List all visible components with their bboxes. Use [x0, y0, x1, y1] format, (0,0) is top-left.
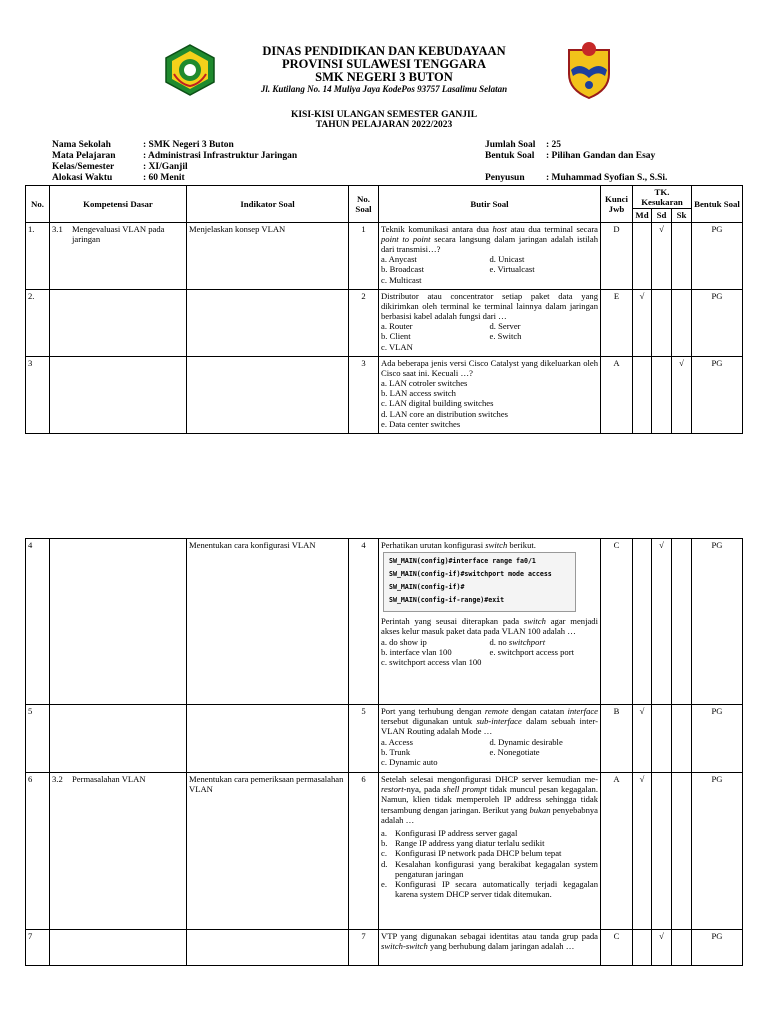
cell-sk: √: [672, 356, 692, 433]
table-row: [26, 289, 743, 356]
cell-kd: [50, 356, 187, 433]
cell-butir: [379, 222, 601, 289]
cell-indikator: [187, 289, 349, 356]
header-school: SMK NEGERI 3 BUTON: [315, 70, 453, 84]
info-value-author: : Muhammad Syofian S., S.Si.: [546, 173, 668, 183]
cell-md: √: [633, 289, 652, 356]
cell-kunci: A: [601, 773, 633, 930]
header-address: Jl. Kutilang No. 14 Muliya Jaya KodePos 93757 Lasalimu Selatan: [260, 84, 508, 94]
grid-table-part-2: [25, 538, 743, 966]
cell-sk: [672, 222, 692, 289]
info-label-count: Jumlah Soal: [485, 140, 536, 150]
header-agency: DINAS PENDIDIKAN DAN KEBUDAYAAN: [262, 44, 506, 58]
cell-butir: [379, 705, 601, 773]
info-label-time: Alokasi Waktu: [52, 173, 113, 183]
code-line: SW_MAIN(config-if-range)#exit: [389, 596, 505, 605]
kd-number: 3.1: [52, 223, 63, 234]
info-value-time: : 60 Menit: [143, 173, 185, 183]
options-be: b. interface vlan 100 e. switchport access port: [381, 646, 574, 657]
question-text-2: Perintah yang seusai diterapkan pada switch agar menjadi akses kelur masuk paket data pada VLAN 100 adalah …: [381, 616, 598, 637]
cell-bentuk: PG: [692, 539, 743, 705]
cell-no-soal: 1: [349, 222, 379, 289]
cell-md: √: [633, 705, 652, 773]
cell-sd: [652, 773, 672, 930]
cell-no: 3: [26, 356, 50, 433]
option-d: d. LAN core an distribution switches: [381, 408, 508, 419]
col-header-butir: Butir Soal: [379, 186, 601, 223]
col-header-no-soal: No. Soal: [349, 186, 379, 223]
cell-md: [633, 539, 652, 705]
options-be: b. Client e. Switch: [381, 331, 522, 342]
cell-no: 2.: [26, 289, 50, 356]
header-province: PROVINSI SULAWESI TENGGARA: [282, 57, 486, 71]
option-a: a. Konfigurasi IP address server gagal: [381, 828, 518, 839]
info-value-type: : Pilihan Gandan dan Esay: [546, 151, 656, 161]
info-value-count: : 25: [546, 140, 562, 150]
option-b: b. LAN access switch: [381, 388, 456, 399]
cell-butir: [379, 773, 601, 930]
question-text: Setelah selesai mengonfigurasi DHCP server kemudian me-restort-nya, pada shell prompt tidak muncul pesan kegagalan. Namun, klien tidak memperoleh IP address sehingga tidak tersambung dengan jaringan. Berikut yang bukan penyebabnya adalah …: [381, 774, 598, 825]
col-header-bentuk: Bentuk Soal: [692, 186, 743, 223]
info-value-class: : XI/Ganjil: [143, 162, 188, 172]
cell-kd: [50, 773, 187, 930]
col-header-indikator: Indikator Soal: [187, 186, 349, 223]
col-header-tk: TK. Kesukaran: [633, 186, 692, 209]
cell-indikator: Menentukan cara konfigurasi VLAN: [187, 539, 349, 705]
options-ad: a. Access d. Dynamic desirable: [381, 736, 563, 747]
cell-sk: [672, 539, 692, 705]
cell-indikator: [187, 930, 349, 966]
cell-md: [633, 222, 652, 289]
info-label-school: Nama Sekolah: [52, 140, 111, 150]
code-line: SW_MAIN(config)#interface range fa0/1: [389, 557, 536, 566]
cell-no-soal: 3: [349, 356, 379, 433]
option-e: e. Data center switches: [381, 418, 461, 429]
table-row: [26, 773, 743, 930]
cell-butir: [379, 539, 601, 705]
cell-kunci: C: [601, 539, 633, 705]
options-ad: a. Anycast d. Unicast: [381, 254, 525, 265]
question-text: Distributor atau concentrator setiap paket data yang dikirimkan oleh terminal ke terminal lainnya dalam jaringan berbasisi kabel adalah fungsi dari …: [381, 290, 598, 322]
cell-bentuk: PG: [692, 289, 743, 356]
cell-kd: [50, 705, 187, 773]
cell-kd: [50, 222, 187, 289]
config-code-image: [383, 552, 576, 612]
option-a: a. LAN cotroler switches: [381, 378, 468, 389]
cell-no: 1.: [26, 222, 50, 289]
info-label-class: Kelas/Semester: [52, 162, 115, 172]
option-b: b. Range IP address yang diatur terlalu sedikit: [381, 838, 545, 849]
col-header-kunci: Kunci Jwb: [601, 186, 633, 223]
cell-indikator: Menentukan cara pemeriksaan permasalahan VLAN: [187, 773, 349, 930]
cell-bentuk: PG: [692, 773, 743, 930]
cell-butir: [379, 930, 601, 966]
table-row: [26, 222, 743, 289]
info-label-subject: Mata Pelajaran: [52, 151, 116, 161]
option-c: c. LAN digital building switches: [381, 398, 494, 409]
cell-bentuk: PG: [692, 222, 743, 289]
cell-bentuk: PG: [692, 705, 743, 773]
question-text: Ada beberapa jenis versi Cisco Catalyst yang dikeluarkan oleh Cisco saat ini. Kecuali …?: [381, 357, 598, 378]
cell-sd: √: [652, 930, 672, 966]
option-c: c. VLAN: [381, 341, 413, 352]
question-text: VTP yang digunakan sebagai identitas atau tanda grup pada switch-switch yang berhubung dalam jaringan adalah …: [381, 931, 598, 952]
cell-butir: [379, 356, 601, 433]
cell-sd: [652, 705, 672, 773]
cell-no: 6: [26, 773, 50, 930]
cell-sd: √: [652, 222, 672, 289]
cell-sk: [672, 773, 692, 930]
info-value-subject: : Administrasi Infrastruktur Jaringan: [143, 151, 298, 161]
cell-indikator: Menjelaskan konsep VLAN: [187, 222, 349, 289]
col-header-kd: Kompetensi Dasar: [50, 186, 187, 223]
info-value-school: : SMK Negeri 3 Buton: [143, 140, 234, 150]
cell-indikator: [187, 705, 349, 773]
cell-sk: [672, 705, 692, 773]
cell-no: 4: [26, 539, 50, 705]
option-e: e. Konfigurasi IP secara automatically terjadi kegagalan karena system DHCP server tidak ditemukan.: [381, 879, 598, 900]
question-text: Perhatikan urutan konfigurasi switch berikut.: [381, 540, 536, 550]
document-title: KISI-KISI ULANGAN SEMESTER GANJIL: [290, 110, 478, 120]
col-header-sk: Sk: [672, 209, 692, 222]
document-subtitle: TAHUN PELAJARAN 2022/2023: [315, 120, 453, 130]
options-be: b. Trunk e. Nonegotiate: [381, 746, 540, 757]
cell-kunci: A: [601, 356, 633, 433]
cell-butir: [379, 289, 601, 356]
cell-kd: [50, 289, 187, 356]
cell-sk: [672, 930, 692, 966]
kd-number: 3.2: [52, 774, 63, 784]
cell-kd: [50, 539, 187, 705]
code-line: SW_MAIN(config-if)#: [389, 583, 465, 592]
cell-sd: √: [652, 539, 672, 705]
cell-sd: [652, 356, 672, 433]
cell-bentuk: PG: [692, 930, 743, 966]
cell-sd: [652, 289, 672, 356]
cell-no: 7: [26, 930, 50, 966]
option-c: c. Multicast: [381, 274, 422, 285]
table-row: [26, 705, 743, 773]
table-row: [26, 356, 743, 433]
info-label-type: Bentuk Soal: [485, 151, 535, 161]
cell-bentuk: PG: [692, 356, 743, 433]
cell-no-soal: 6: [349, 773, 379, 930]
grid-table-part-1: [25, 185, 743, 434]
option-c: c. switchport access vlan 100: [381, 657, 482, 668]
cell-kunci: E: [601, 289, 633, 356]
code-line: SW_MAIN(config-if)#switchport mode access: [389, 570, 552, 579]
cell-no-soal: 4: [349, 539, 379, 705]
cell-md: [633, 930, 652, 966]
option-d: d. Kesalahan konfigurasi yang berakibat kegagalan system pengaturan jaringan: [381, 858, 598, 879]
table-row: [26, 930, 743, 966]
options-be: b. Broadcast e. Virtualcast: [381, 264, 535, 275]
option-c: c. Konfigurasi IP network pada DHCP belum tepat: [381, 848, 562, 859]
question-text: Port yang terhubung dengan remote dengan catatan interface tersebut digunakan untuk sub-interface dalam sebuah inter-VLAN Routing adalah Mode …: [381, 706, 598, 737]
cell-md: √: [633, 773, 652, 930]
option-c: c. Dynamic auto: [381, 757, 438, 768]
cell-no: 5: [26, 705, 50, 773]
cell-kunci: C: [601, 930, 633, 966]
info-label-author: Penyusun: [485, 173, 525, 183]
cell-md: [633, 356, 652, 433]
cell-kunci: B: [601, 705, 633, 773]
kd-text: Mengevaluasi VLAN pada jaringan: [72, 223, 165, 244]
cell-indikator: [187, 356, 349, 433]
cell-no-soal: 5: [349, 705, 379, 773]
cell-no-soal: 2: [349, 289, 379, 356]
cell-sk: [672, 289, 692, 356]
cell-no-soal: 7: [349, 930, 379, 966]
options-ad: a. do show ip d. no switchport: [381, 636, 546, 647]
col-header-sd: Sd: [652, 209, 672, 222]
cell-kunci: D: [601, 222, 633, 289]
question-text: Teknik komunikasi antara dua host atau dua terminal secara point to point secara langsung dalam jaringan adalah istilah dari transmisi…?: [381, 223, 598, 255]
col-header-no: No.: [26, 186, 50, 223]
cell-kd: [50, 930, 187, 966]
table-row: [26, 539, 743, 705]
kd-text: Permasalahan VLAN: [72, 774, 146, 784]
col-header-md: Md: [633, 209, 652, 222]
options-ad: a. Router d. Server: [381, 321, 521, 332]
